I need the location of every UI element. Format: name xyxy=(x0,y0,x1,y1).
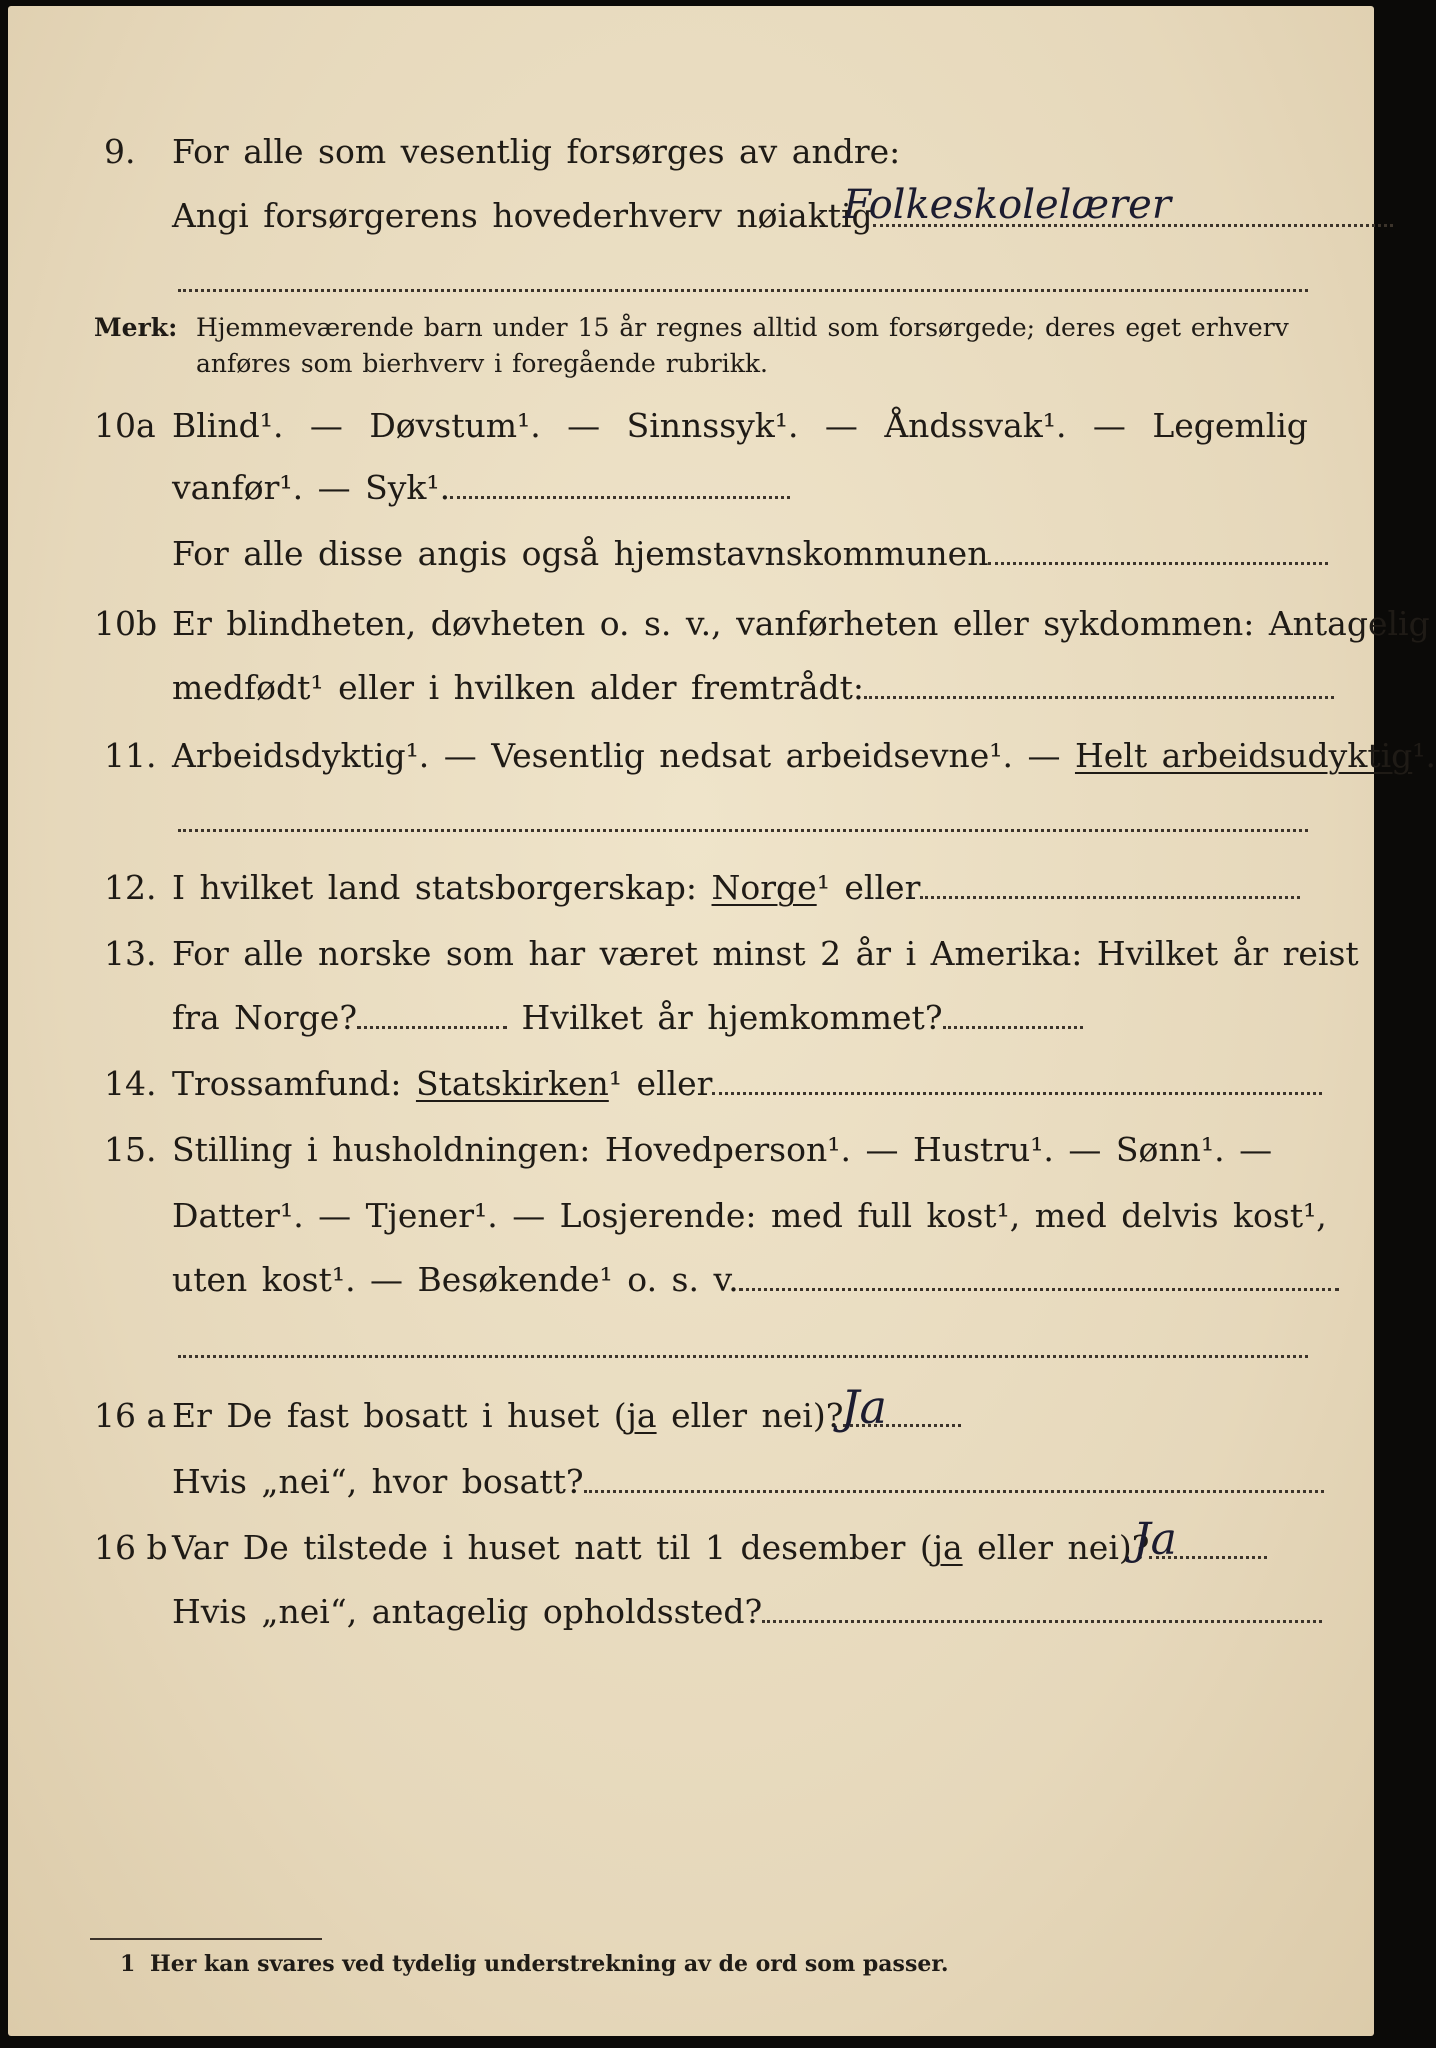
q16b-line-2-text: Hvis „nei“, antagelig opholdssted? xyxy=(172,1592,763,1631)
q10a-option-dovstum[interactable]: Døvstum¹. xyxy=(369,406,541,445)
q12-label: I hvilket land statsborgerskap: xyxy=(172,868,698,907)
q10b-number: 10b xyxy=(94,604,158,643)
merk-line-2: anføres som bierhverv i foregående rubrikk. xyxy=(196,349,768,378)
q14-answer-line[interactable] xyxy=(712,1092,1322,1095)
q15-line-1 xyxy=(172,1130,1308,1170)
q15-line-2-text[interactable]: Datter¹. — Tjener¹. — Losjerende: med full kost¹, med delvis kost¹, xyxy=(172,1196,1327,1235)
footnote-divider xyxy=(90,1938,322,1940)
q15-line-1-text[interactable]: Stilling i husholdningen: Hovedperson¹. — Hustru¹. — Sønn¹. — xyxy=(172,1130,1273,1169)
q14-line xyxy=(172,1064,1322,1104)
q15-line-2 xyxy=(172,1196,1327,1236)
q10a-line-1 xyxy=(172,406,1308,446)
q13-hjemkommet-answer-line[interactable] xyxy=(943,1026,1083,1029)
q16a-question-a: Er De fast bosatt i huset ( xyxy=(172,1396,627,1435)
q12-number: 12. xyxy=(104,868,157,907)
q10a-dash-1: — xyxy=(309,406,343,445)
q10b-line-1-text: Er blindheten, døvheten o. s. v., vanførheten eller sykdommen: Antagelig xyxy=(172,604,1430,643)
q15-line-3-text[interactable]: uten kost¹. — Besøkende¹ o. s. v. xyxy=(172,1260,739,1299)
q9-handwritten-answer: Folkeskolelærer xyxy=(843,182,1171,228)
q16b-question-b: eller nei)? xyxy=(962,1528,1150,1567)
q9-number: 9. xyxy=(104,132,136,171)
q16a-line-2-text: Hvis „nei“, hvor bosatt? xyxy=(172,1462,584,1501)
q16a-number: 16 a xyxy=(94,1396,167,1435)
q16b-handwritten-answer: Ja xyxy=(1133,1514,1177,1565)
q14-number: 14. xyxy=(104,1064,157,1103)
q11-underlined-answer[interactable]: Helt arbeidsudyktig xyxy=(1074,736,1413,775)
q10a-option-sinnssyk[interactable]: Sinnssyk¹. xyxy=(626,406,799,445)
q13-number: 13. xyxy=(104,934,157,973)
q16b-question-a: Var De tilstede i huset natt til 1 desember ( xyxy=(172,1528,933,1567)
q10b-line-2 xyxy=(172,668,1334,708)
q12-line xyxy=(172,868,1300,908)
q10a-line-3-text: For alle disse angis også hjemstavnskommunen xyxy=(172,534,989,573)
q16a-question-b: eller nei)? xyxy=(656,1396,844,1435)
q14-suffix: ¹ eller xyxy=(608,1064,713,1103)
q10b-answer-line[interactable] xyxy=(864,696,1334,699)
q16b-number: 16 b xyxy=(94,1528,168,1567)
q10a-line-3 xyxy=(172,534,1328,574)
q13-line-1-text: For alle norske som har været minst 2 år i Amerika: Hvilket år reist xyxy=(172,934,1359,973)
q10a-dash-3: — xyxy=(824,406,858,445)
q9-line-2-label: Angi forsørgerens hovederhverv nøiaktig xyxy=(172,196,873,235)
q10a-syk-answer-line[interactable] xyxy=(450,496,790,499)
census-form-page xyxy=(8,6,1436,2036)
q9-line-2 xyxy=(172,196,1393,236)
q10a-hjemstavn-answer-line[interactable] xyxy=(988,562,1328,565)
q15-extra-answer-line[interactable] xyxy=(178,1355,1308,1358)
q11-options[interactable]: Arbeidsdyktig¹. — Vesentlig nedsat arbeidsevne¹. — xyxy=(172,736,1061,775)
q12-answer-line[interactable] xyxy=(920,896,1300,899)
q16a-underlined-ja[interactable]: ja xyxy=(626,1396,657,1435)
footnote-text: Her kan svares ved tydelig understrekning av de ord som passer. xyxy=(150,1951,949,1977)
q16b-line-2 xyxy=(172,1592,1322,1632)
q13-reist-label: fra Norge? xyxy=(172,998,358,1037)
q10a-dash-2: — xyxy=(567,406,601,445)
q10b-line-2-text: medfødt¹ eller i hvilken alder fremtrådt: xyxy=(172,668,865,707)
q14-underlined-answer[interactable]: Statskirken xyxy=(415,1064,609,1103)
merk-label: Merk: xyxy=(94,313,178,342)
q15-line-3 xyxy=(172,1260,1339,1300)
q13-reist-answer-line[interactable] xyxy=(357,1026,507,1029)
q11-number: 11. xyxy=(104,736,157,775)
q10a-line-2 xyxy=(172,468,790,508)
footnote-mark: 1 xyxy=(120,1951,136,1977)
q15-number: 15. xyxy=(104,1130,157,1169)
q16b-opholdssted-answer-line[interactable] xyxy=(762,1620,1322,1623)
q10a-number: 10a xyxy=(94,406,156,445)
q16a-handwritten-answer: Ja xyxy=(841,1380,887,1434)
q16b-line-1 xyxy=(172,1528,1267,1568)
q15-answer-line[interactable] xyxy=(739,1288,1339,1291)
q16a-line-2 xyxy=(172,1462,1324,1502)
q12-underlined-answer[interactable]: Norge xyxy=(711,868,817,907)
q10a-line-2-text[interactable]: vanfør¹. — Syk¹. xyxy=(172,468,451,507)
q9-line-1: For alle som vesentlig forsørges av andre: xyxy=(172,132,901,171)
merk-line-1 xyxy=(196,312,1308,344)
q12-suffix: ¹ eller xyxy=(816,868,921,907)
q13-line-2 xyxy=(172,998,1083,1038)
q9-extra-answer-line[interactable] xyxy=(178,289,1308,292)
q16b-underlined-ja[interactable]: ja xyxy=(932,1528,963,1567)
merk-line-1-text: Hjemmeværende barn under 15 år regnes alltid som forsørgede; deres eget erhverv xyxy=(196,313,1289,342)
q10a-option-legemlig[interactable]: Legemlig xyxy=(1152,406,1308,445)
q14-label: Trossamfund: xyxy=(172,1064,402,1103)
q13-hjemkommet-label: Hvilket år hjemkommet? xyxy=(521,998,943,1037)
q10a-option-blind[interactable]: Blind¹. xyxy=(172,406,284,445)
q10b-line-1 xyxy=(172,604,1430,644)
q16a-bosatt-answer-line[interactable] xyxy=(584,1490,1324,1493)
q11-answer-line[interactable] xyxy=(178,829,1308,832)
q11-footnote-mark: ¹. xyxy=(1412,736,1436,775)
q10a-option-andssvak[interactable]: Åndssvak¹. xyxy=(884,406,1067,445)
q10a-dash-4: — xyxy=(1092,406,1126,445)
q11-line-1 xyxy=(172,736,1436,776)
q13-line-1 xyxy=(172,934,1359,974)
